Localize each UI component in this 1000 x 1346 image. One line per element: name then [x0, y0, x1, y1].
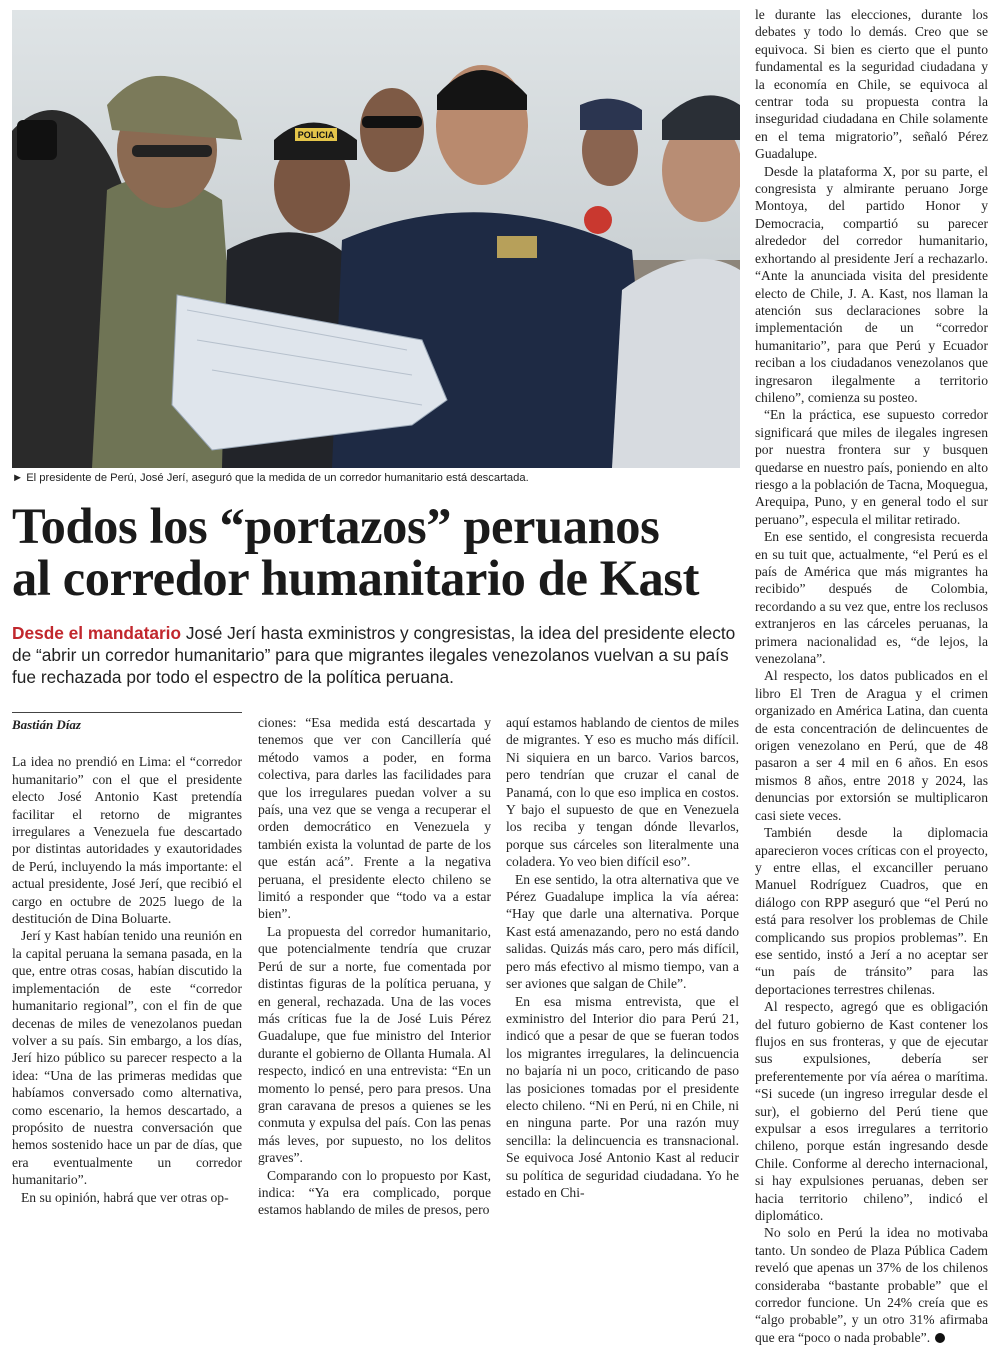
paragraph: La propuesta del corredor humanitario, que potencialmente tendría que cruzar Perú de sur a norte, fue comentada por distintas figuras de la política peruana, y en general, rechazada. Una de las voces más críticas fue la de José Luis Pérez Guadalupe, que fue ministro del Interior durante el gobierno de Ollanta Humala. Al respecto, indicó en una entrevista: “En un momento lo pensé, pero para presos. Una gran caravana de presos a quienes se les conmuta y expulsa del país. Con las penas más leves, por supuesto, no los delitos graves”. — [258, 923, 491, 1166]
headline-line-1: Todos los “portazos” peruanos — [12, 498, 660, 554]
article-column-1 — [12, 712, 242, 1206]
final-paragraph-text: No solo en Perú la idea no motivaba tanto. Un sondeo de Plaza Pública Cadem reveló que apenas un 37% de los chilenos consideraba “bastante probable” que el corredor funcione. Un 24% creía que es “algo probable”, y un otro 31% afirmaba que era “poco o nada probable”. — [755, 1225, 988, 1345]
paragraph: En ese sentido, la otra alternativa que ve Pérez Guadalupe implica la vía aérea: “Hay que darle una alternativa. Porque Kast está amenazando, pero no está dando salidas. Quizás más caro, pero más difícil, pero más efectivo al mismo tiempo, van a ser aviones que salgan de Chile”. — [506, 871, 739, 992]
article-column-2 — [258, 714, 491, 1219]
end-of-article-icon — [935, 1333, 945, 1343]
article-lede — [12, 622, 737, 688]
paragraph: Al respecto, los datos publicados en el libro El Tren de Aragua y el crimen organizado en América Latina, dan cuenta de esta concentración de delincuentes de origen venezolano en Perú, que de 48 pasaron a ser 4 mil en 6 años. En esos mismos 8 años, entre 2018 y 2024, las denuncias por extorsión se multiplicaron casi siete veces. — [755, 668, 988, 823]
lede-kicker: Desde el mandatario — [12, 623, 182, 643]
lede-text: José Jerí hasta exministros y congresistas, la idea del presidente electo de “abrir un corredor humanitario” para que migrantes ilegales venezolanos vuelvan a su país fue rechazada por todo el espectro de la política peruana. — [12, 623, 736, 687]
paragraph: aquí estamos hablando de cientos de miles de migrantes. Y eso es mucho más difícil. Ni siquiera en un barco. Varios barcos, pero tendrían que cruzar el canal de Panamá, con lo que eso implica en costos. Y bajo el supuesto de que en Venezuela los reciba y tengan dónde llevarlos, porque sus cárceles son literalmente una coladera. Yo veo bien difícil eso”. — [506, 715, 739, 870]
article-column-4 — [755, 6, 988, 1346]
paragraph: En ese sentido, el congresista recuerda en su tuit que, actualmente, “el Perú es el país de América que más migrantes ha recibido” después de Colombia, recordando a su vez que, entre los reclusos extranjeros en las cárceles peruanas, la primera nacionalidad es, “de lejos, la venezolana”. — [755, 529, 988, 667]
photo-caption — [12, 472, 740, 484]
article-photo — [12, 10, 740, 468]
caption-text: El presidente de Perú, José Jerí, aseguró que la medida de un corredor humanitario está descartada. — [26, 472, 529, 484]
article-column-3 — [506, 714, 739, 1201]
paragraph: Jerí y Kast habían tenido una reunión en la capital peruana la semana pasada, en la que, entre otras cosas, habían discutido la implementación de este “corredor humanitario regional”, con el fin de que decenas de miles de venezolanos puedan volver a su país. Sin embargo, a los días, Jerí hizo público su parecer respecto a la idea: “Una de las primeras medidas que habíamos conversado como alternativa, como escenario, la hemos descartado, a propósito de nuestra conversación que hemos sostenido hace un par de días, que era eventualmente un corredor humanitario”. — [12, 928, 242, 1188]
paragraph: Comparando con lo propuesto por Kast, indica: “Ya era complicado, porque estamos hablando de miles de presos, pero — [258, 1167, 491, 1218]
caption-marker: ► — [12, 472, 24, 484]
paragraph: Al respecto, agregó que es obligación del futuro gobierno de Kast contener los flujos en sus fronteras, y que de ejecutar sus expulsiones, debería ser preferentemente por vía aérea o marítima. “Si sucede (un ingreso irregular desde el sur), el gobierno del Perú tiene que expulsar a esos irregulares a territorio chileno, porque están ingresando desde Chile. Conforme al derecho internacional, si hay expulsiones peruanas, deben ser hacia territorio chileno”, indicó el diplomático. — [755, 999, 988, 1224]
article-headline — [12, 500, 747, 604]
headline-line-2: al corredor humanitario de Kast — [12, 550, 700, 606]
paragraph: le durante las elecciones, durante los debates y todo lo demás. Creo que se equivoca. Si bien es cierto que el punto fundamental es la seguridad ciudadana y la economía en Chile, se equivoca al centrar toda su propuesta contra la inseguridad ciudadana en Chile solamente en el tema migratorio”, señaló Pérez Guadalupe. — [755, 7, 988, 162]
paragraph: Desde la plataforma X, por su parte, el congresista y almirante peruano Jorge Montoya, del partido Honor y Democracia, compartió su parecer alrededor del corredor humanitario, exhortando al presidente Jerí a rechazarlo. “Ante la anunciada visita del presidente electo de Chile, J. A. Kast, nos llaman la atención sus declaraciones sobre la implementación de un “corredor humanitario”, para que Perú y Ecuador reciban a los ciudadanos venezolanos que ingresaron ilegalmente a territorio chileno”, comienza su posteo. — [755, 163, 988, 405]
paragraph: La idea no prendió en Lima: el “corredor humanitario” con el que el presidente electo José Antonio Kast pretendía facilitar el retorno de migrantes irregulares a Venezuela fue descartado por distintas autoridades y exautoridades de Perú, incluyendo la más importante: el actual presidente, José Jerí, que recibió el cargo en octubre de 2025 luego de la destitución de Dina Boluarte. — [12, 754, 242, 927]
byline: Bastián Díaz — [12, 712, 242, 733]
paragraph: En esa misma entrevista, que el exministro del Interior dio para Perú 21, indicó que a pesar de que se fueran todos los migrantes irregulares, la delincuencia no bajaría ni un poco, criticando de paso las posiciones tomadas por el presidente electo chileno. “Ni en Perú, ni en Chile, ni en ninguna parte. Por una razón muy sencilla: la delincuencia es transnacional. Se equivoca José Antonio Kast al reducir su política de seguridad ciudadana. Yo he estado en Chi- — [506, 993, 739, 1200]
paragraph: “En la práctica, ese supuesto corredor significará que miles de ilegales ingresen por nuestra frontera sur y busquen quedarse en nuestro país, poniendo en alto riesgo a la población de Tacna, Moquegua, Arequipa, Puno, y en general todo el sur peruano”, especula el militar retirado. — [755, 407, 988, 527]
photo-illustration — [12, 10, 740, 468]
paragraph: En su opinión, habrá que ver otras op- — [21, 1189, 229, 1205]
paragraph: ciones: “Esa medida está descartada y tenemos que ver con Cancillería qué método vamos a poder, en forma colectiva, para darles las facilidades para que los irregulares puedan volver a su país, una vez que se venga a recuperar el orden democrático en Venezuela y también exista la voluntad de parte de los que están acá”. Frente a la negativa peruana, el presidente electo chileno se limitó a responder que “todo va a estar bien”. — [258, 715, 491, 922]
paragraph-final — [755, 1224, 988, 1346]
police-badge-text: POLICIA — [297, 130, 335, 140]
paragraph: También desde la diplomacia aparecieron voces críticas con el proyecto, y entre ellas, el excanciller peruano Manuel Rodríguez Cuadros, que en diálogo con RPP aseguró que “el Perú no está para resolver los problemas de Chile complicando sus propios problemas”. En ese sentido, instó a Jerí a no aceptar ser “un país de tránsito” para las deportaciones terrestres chilenas. — [755, 825, 988, 997]
